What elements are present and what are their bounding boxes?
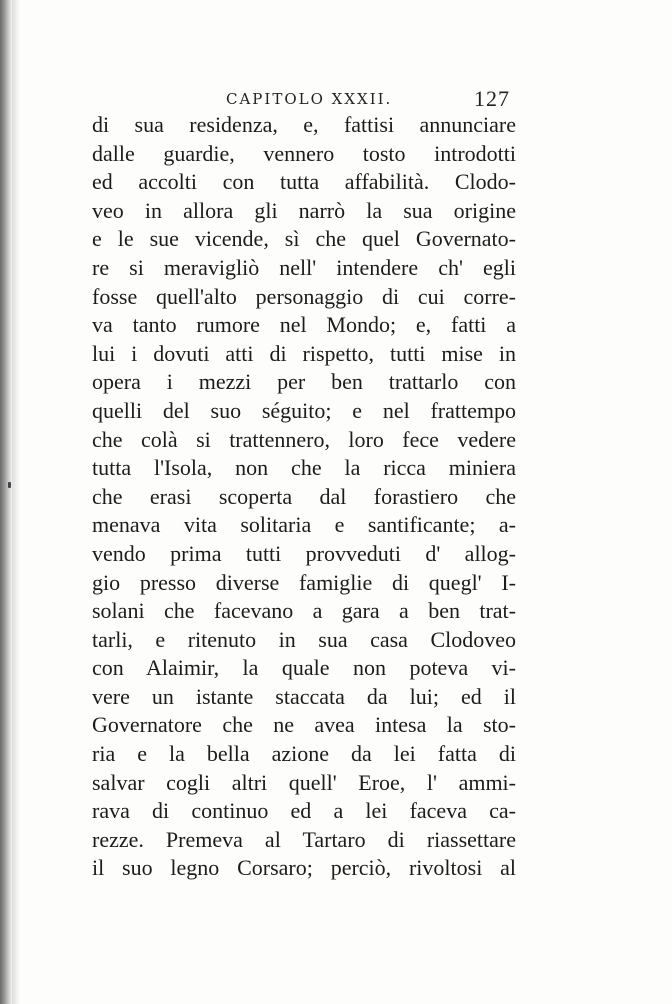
text-line: opera i mezzi per ben trattarlo con	[92, 369, 516, 395]
text-line: va tanto rumore nel Mondo; e, fatti a	[92, 312, 516, 338]
text-line: che colà si trattennero, loro fece vedere	[92, 426, 516, 452]
text-line: con Alaimir, la quale non poteva vi-	[92, 655, 516, 681]
text-line: dalle guardie, vennero tosto introdotti	[92, 140, 516, 166]
text-line: fosse quell'alto personaggio di cui corre-	[92, 283, 516, 309]
text-line: gio presso diverse famiglie di quegl' I-	[92, 569, 516, 595]
text-line: rezze. Premeva al Tartaro di riassettare	[92, 826, 516, 852]
text-line: tarli, e ritenuto in sua casa Clodoveo	[92, 626, 516, 652]
text-line: il suo legno Corsaro; perciò, rivoltosi al	[92, 855, 516, 881]
text-line: quelli del suo séguito; e nel frattempo	[92, 397, 516, 423]
body-text	[92, 111, 516, 883]
margin-speck	[8, 482, 11, 488]
page-binding-edge	[0, 0, 12, 1004]
text-line: salvar cogli altri quell' Eroe, l' ammi-	[92, 769, 516, 795]
text-line: che erasi scoperta dal forastiero che	[92, 483, 516, 509]
text-line: solani che facevano a gara a ben trat-	[92, 598, 516, 624]
text-line: menava vita solitaria e santificante; a-	[92, 512, 516, 538]
text-line: di sua residenza, e, fattisi annunciare	[92, 112, 516, 137]
text-line: rava di continuo ed a lei faceva ca-	[92, 798, 516, 824]
text-line: re si meravigliò nell' intendere ch' egli	[92, 254, 516, 280]
text-line: veo in allora gli narrò la sua origine	[92, 197, 516, 223]
text-line: e le sue vicende, sì che quel Governato-	[92, 226, 516, 252]
text-line: ria e la bella azione da lei fatta di	[92, 741, 516, 767]
page-number: 127	[474, 86, 510, 111]
text-line: vere un istante staccata da lui; ed il	[92, 683, 516, 709]
text-line: ed accolti con tutta affabilità. Clodo-	[92, 169, 516, 195]
binding-shadow	[12, 0, 20, 1004]
running-head: CAPITOLO XXXII.	[226, 90, 393, 108]
text-line: lui i dovuti atti di rispetto, tutti mise in	[92, 340, 516, 366]
text-line: Governatore che ne avea intesa la sto-	[92, 712, 516, 738]
text-line: vendo prima tutti provveduti d' allog-	[92, 540, 516, 566]
text-line: tutta l'Isola, non che la ricca miniera	[92, 455, 516, 481]
